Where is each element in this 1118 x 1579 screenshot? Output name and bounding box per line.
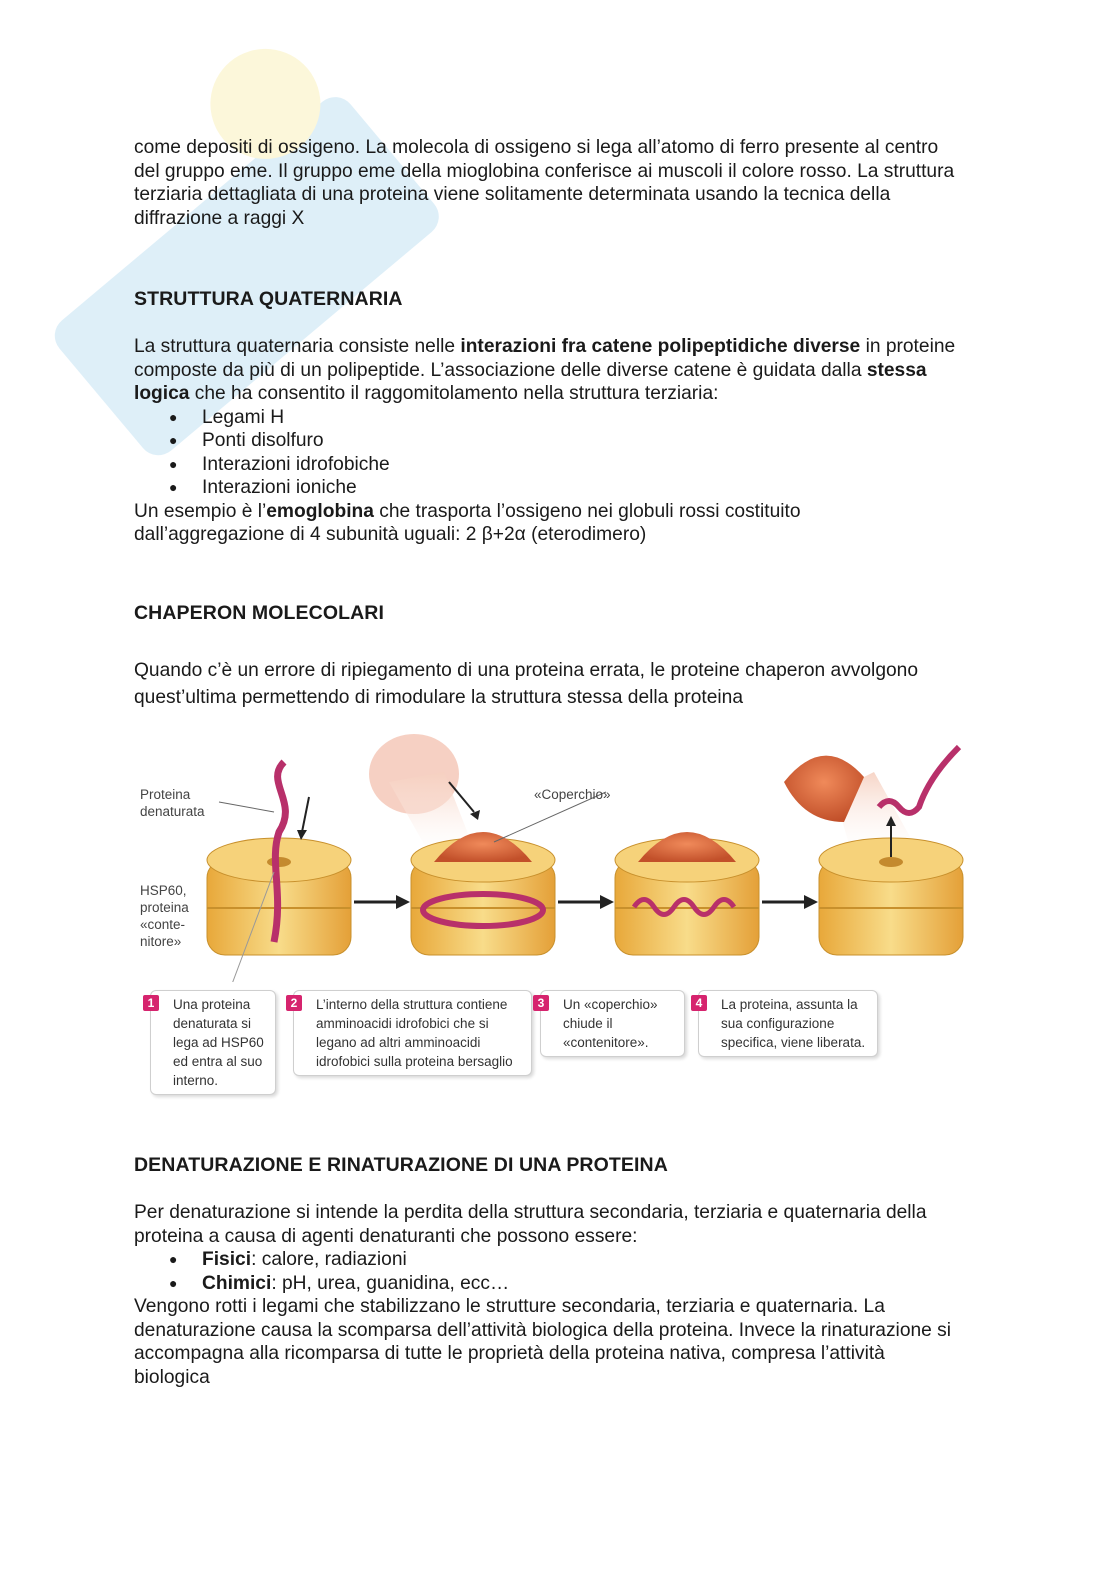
intro-paragraph: come depositi di ossigeno. La molecola di ossigeno si lega all’atomo di ferro presente al centro del gruppo eme. Il gruppo eme della mioglobina conferisce ai muscoli il colore rosso. La struttura terziaria dettagliata di una proteina viene solitamente determinata usando la tecnica della diffrazione a raggi X [134,137,955,229]
section-title-chaperon: CHAPERON MOLECOLARI [134,601,384,624]
bold-run: emoglobina [266,500,374,522]
step-4-box [695,990,878,1057]
bold-run: interazioni fra catene polipeptidiche diverse [460,336,861,357]
step-text: Una proteina denaturata si lega ad HSP60 ed entra al suo interno. [173,997,264,1088]
text-run: in proteine composte da più di un polipeptide. L’associazione delle diverse catene è guidata dalla [134,336,956,381]
list-item: ● Ponti disolfuro [134,429,984,453]
step-3-box [537,990,685,1057]
document-page [134,136,984,711]
step-number: 1 [143,995,159,1011]
chaperon-paragraph: Quando c’è un errore di ripiegamento di una proteina errata, le proteine chaperon avvolgono quest’ultima permettendo di rimodulare la struttura stessa della proteina [134,659,918,708]
label-hsp60: HSP60, proteina «conte- nitore» [140,883,189,949]
step-number: 4 [691,995,707,1011]
chaperon-illustration [134,712,984,982]
quaternaria-bullet-list [134,406,984,500]
denaturazione-paragraph-2: Vengono rotti i legami che stabilizzano le strutture secondaria, terziaria e quaternaria. La denaturazione causa la scomparsa dell’attività biologica della proteina. Invece la rinaturazione si accompagna alla ricomparsa di tutte le proprietà della proteina nativa, compresa l’attività biologica [134,1296,952,1388]
bold-run: Chimici [202,1272,272,1294]
list-item: ● Interazioni ioniche [134,476,984,500]
step-text: La proteina, assunta la sua configurazione specifica, viene liberata. [721,997,866,1050]
text-run: La struttura quaternaria consiste nelle [134,336,461,357]
hsp60-barrel-1 [207,762,351,955]
text-run: che ha consentito il raggomitolamento nella struttura terziaria: [189,383,719,404]
quaternaria-paragraph-1 [134,335,969,406]
list-item: ● Interazioni idrofobiche [134,453,984,477]
hsp60-barrel-2 [369,734,555,955]
list-item: ● Legami H [134,406,984,430]
text-run: Un esempio è l’ [134,500,267,522]
step-number: 2 [286,995,302,1011]
denaturazione-bullet-list [134,1248,984,1295]
label-proteina-denaturata: Proteina denaturata [140,787,205,819]
document-page-lower [134,1153,984,1389]
text-run: : pH, urea, guanidina, ecc… [271,1272,510,1294]
step-text: Un «coperchio» chiude il «contenitore». [563,997,658,1050]
text-run: : calore, radiazioni [251,1249,407,1270]
denaturazione-paragraph-1: Per denaturazione si intende la perdita della struttura secondaria, terziaria e quaternaria della proteina a causa di agenti denaturanti che possono essere: [134,1202,927,1247]
step-1-box [147,990,276,1095]
label-coperchio: «Coperchio» [534,787,611,802]
list-item [134,1248,984,1272]
bold-run: Fisici [202,1249,252,1270]
quaternaria-paragraph-2 [134,500,894,547]
text-run: che trasporta l’ossigeno nei globuli rossi costituito dall’aggregazione di 4 subunità uguali: 2 β+2α (eterodimero) [134,500,801,545]
step-2-box [290,990,532,1076]
hsp60-barrel-4 [784,747,963,955]
section-title-quaternaria: STRUTTURA QUATERNARIA [134,288,403,310]
bold-run: stessa logica [134,359,927,404]
hsp60-barrel-3 [615,832,759,955]
section-title-denaturazione: DENATURAZIONE E RINATURAZIONE DI UNA PROTEINA [134,1154,668,1176]
step-text: L’interno della struttura contiene amminoacidi idrofobici che si legano ad altri amminoacidi idrofobici sulla proteina bersaglio [316,997,513,1069]
chaperon-figure [134,712,984,1102]
list-item [134,1272,984,1296]
step-number: 3 [533,995,549,1011]
